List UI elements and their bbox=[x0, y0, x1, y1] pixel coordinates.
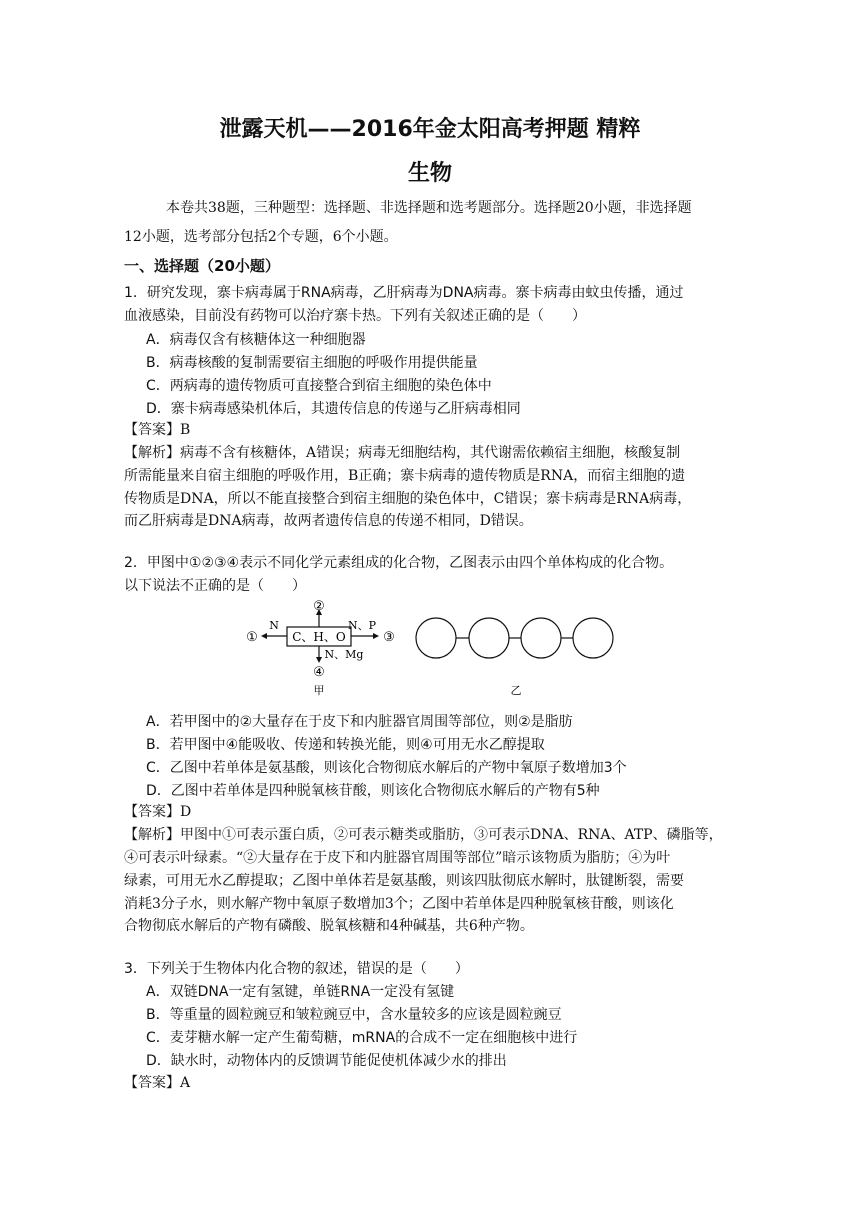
monomer-circle bbox=[469, 618, 509, 658]
option-b: B．若甲图中④能吸收、传递和转换光能，则④可用无水乙醇提取 bbox=[146, 737, 545, 753]
question-stem: 以下说法不正确的是（ ） bbox=[124, 578, 306, 594]
option-c: C．两病毒的遗传物质可直接整合到宿主细胞的染色体中 bbox=[146, 378, 492, 394]
label-1: ① bbox=[246, 630, 258, 645]
arrow-right-head bbox=[373, 633, 379, 639]
document-title: 泄露天机——2016年金太阳高考押题 精粹 bbox=[219, 117, 641, 142]
question-stem: 血液感染，目前没有药物可以治疗寨卡热。下列有关叙述正确的是（ ） bbox=[124, 308, 586, 324]
arrow-left-head bbox=[261, 633, 267, 639]
figure-jia bbox=[246, 599, 395, 697]
caption-yi: 乙 bbox=[510, 684, 522, 697]
label-2: ② bbox=[313, 599, 325, 614]
intro-line: 12小题，选考部分包括2个专题，6个小题。 bbox=[124, 229, 398, 245]
question-stem: 2．甲图中①②③④表示不同化学元素组成的化合物，乙图表示由四个单体构成的化合物。 bbox=[124, 555, 674, 571]
label-np: N、P bbox=[347, 619, 377, 632]
figure-yi bbox=[416, 618, 613, 697]
option-d: D．乙图中若单体是四种脱氧核苷酸，则该化合物彻底水解后的产物有5种 bbox=[146, 783, 600, 799]
label-4: ④ bbox=[313, 665, 325, 680]
answer-label: 【答案】B bbox=[124, 422, 191, 438]
option-c: C．麦芽糖水解一定产生葡萄糖，mRNA的合成不一定在细胞核中进行 bbox=[146, 1030, 578, 1046]
analysis-line: 【解析】甲图中①可表示蛋白质，②可表示糖类或脂肪，③可表示DNA、RNA、ATP、磷脂等， bbox=[124, 827, 723, 843]
option-b: B．病毒核酸的复制需要宿主细胞的呼吸作用提供能量 bbox=[146, 355, 478, 371]
label-n-left: N bbox=[269, 619, 279, 632]
label-nmg: N、Mg bbox=[324, 648, 364, 661]
answer-label: 【答案】A bbox=[124, 1075, 191, 1091]
monomer-circle bbox=[521, 618, 561, 658]
analysis-line: 所需能量来自宿主细胞的呼吸作用，B正确；寨卡病毒的遗传物质是RNA，而宿主细胞的遗 bbox=[124, 468, 686, 484]
option-a: A．若甲图中的②大量存在于皮下和内脏器官周围等部位，则②是脂肪 bbox=[146, 714, 573, 730]
question-stem: 1．研究发现，寨卡病毒属于RNA病毒，乙肝病毒为DNA病毒。寨卡病毒由蚊虫传播，通过 bbox=[124, 285, 684, 301]
option-b: B．等重量的圆粒豌豆和皱粒豌豆中，含水量较多的应该是圆粒豌豆 bbox=[146, 1007, 562, 1023]
document-subtitle: 生物 bbox=[407, 161, 452, 186]
analysis-line: 合物彻底水解后的产物有磷酸、脱氧核糖和4种碱基，共6种产物。 bbox=[124, 918, 534, 934]
option-d: D．缺水时，动物体内的反馈调节能促使机体减少水的排出 bbox=[146, 1053, 507, 1069]
option-a: A．双链DNA一定有氢键，单链RNA一定没有氢键 bbox=[146, 984, 455, 1000]
question-stem: 3．下列关于生物体内化合物的叙述，错误的是（ ） bbox=[124, 961, 469, 977]
figure-diagram bbox=[240, 598, 620, 700]
label-3: ③ bbox=[383, 630, 395, 645]
analysis-line: 传物质是DNA，所以不能直接整合到宿主细胞的染色体中，C错误；寨卡病毒是RNA病毒， bbox=[124, 491, 692, 507]
monomer-circle bbox=[416, 618, 456, 658]
monomer-circle bbox=[573, 618, 613, 658]
caption-jia: 甲 bbox=[313, 684, 325, 697]
analysis-line: ④可表示叶绿素。“②大量存在于皮下和内脏器官周围等部位”暗示该物质为脂肪；④为叶 bbox=[124, 850, 671, 866]
intro-line: 本卷共38题，三种题型：选择题、非选择题和选考题部分。选择题20小题，非选择题 bbox=[166, 200, 692, 216]
option-a: A．病毒仅含有核糖体这一种细胞器 bbox=[146, 332, 366, 348]
analysis-line: 【解析】病毒不含有核糖体，A错误；病毒无细胞结构，其代谢需依赖宿主细胞，核酸复制 bbox=[124, 445, 681, 461]
analysis-line: 消耗3分子水，则水解产物中氧原子数增加3个；乙图中若单体是四种脱氧核苷酸，则该化 bbox=[124, 896, 674, 912]
option-d: D．寨卡病毒感染机体后，其遗传信息的传递与乙肝病毒相同 bbox=[146, 401, 521, 417]
section-heading: 一、选择题（20小题） bbox=[124, 257, 280, 275]
analysis-line: 而乙肝病毒是DNA病毒，故两者遗传信息的传递不相同，D错误。 bbox=[124, 513, 533, 529]
analysis-line: 绿素，可用无水乙醇提取；乙图中单体若是氨基酸，则该四肽彻底水解时，肽键断裂，需要 bbox=[124, 873, 684, 889]
option-c: C．乙图中若单体是氨基酸，则该化合物彻底水解后的产物中氧原子数增加3个 bbox=[146, 760, 627, 776]
arrow-down-head bbox=[316, 657, 322, 663]
answer-label: 【答案】D bbox=[124, 804, 192, 820]
center-label: C、H、O bbox=[292, 630, 346, 644]
